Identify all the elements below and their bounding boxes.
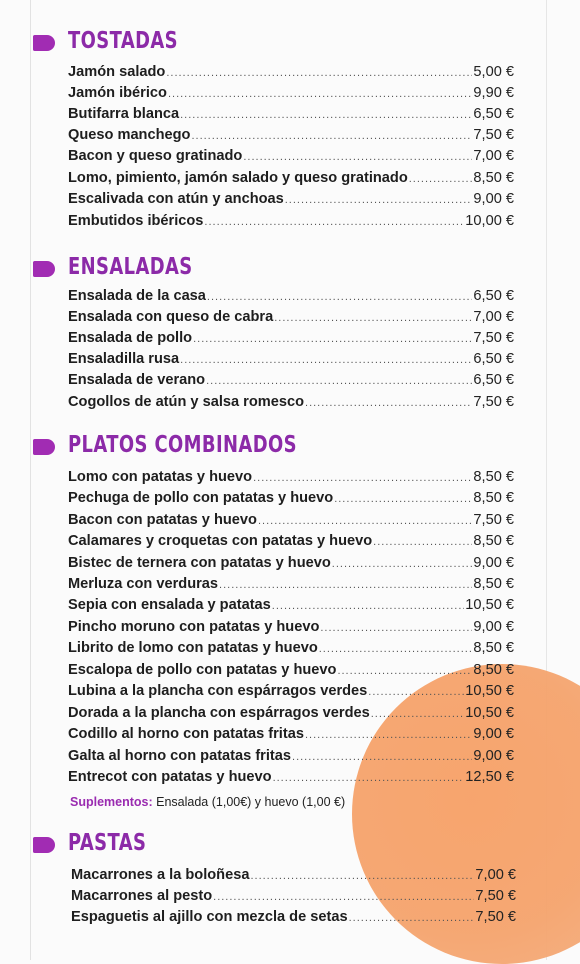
item-price: 10,00 € (465, 213, 514, 229)
section-header (0, 432, 580, 472)
menu-item (71, 867, 516, 888)
menu-item (71, 888, 516, 909)
dot-leader (166, 67, 472, 79)
item-name: Librito de lomo con patatas y huevo (68, 640, 318, 656)
dot-leader (193, 333, 472, 345)
dot-leader (168, 88, 472, 100)
item-price: 8,50 € (473, 490, 514, 506)
section-title: PLATOS COMBINADOS (68, 432, 297, 458)
dot-leader (273, 772, 465, 784)
menu-item (68, 394, 514, 415)
dot-leader (285, 194, 473, 206)
menu-item (68, 288, 514, 309)
item-name: Bacon con patatas y huevo (68, 512, 257, 528)
section-title: ENSALADAS (68, 254, 193, 280)
menu-item (68, 106, 514, 127)
item-price: 8,50 € (473, 640, 514, 656)
menu-item (68, 512, 514, 533)
item-price: 7,00 € (473, 309, 514, 325)
section-pastas (0, 830, 580, 870)
dot-leader (250, 870, 474, 882)
item-price: 7,50 € (473, 512, 514, 528)
item-name: Codillo al horno con patatas fritas (68, 726, 304, 742)
item-name: Lubina a la plancha con espárragos verdes (68, 683, 368, 699)
dot-leader (253, 472, 472, 484)
menu-item (68, 640, 514, 661)
item-name: Sepia con ensalada y patatas (68, 597, 271, 613)
menu-item (68, 683, 514, 704)
item-name: Dorada a la plancha con espárragos verdes (68, 705, 370, 721)
item-name: Embutidos ibéricos (68, 213, 204, 229)
item-price: 10,50 € (465, 683, 514, 699)
menu-item (68, 769, 514, 790)
dot-leader (334, 493, 472, 505)
dot-leader (337, 665, 472, 677)
item-price: 9,00 € (473, 726, 514, 742)
dot-leader (409, 173, 473, 185)
dot-leader (305, 729, 472, 741)
dot-leader (305, 397, 472, 409)
item-price: 8,50 € (473, 576, 514, 592)
section-platos-combinados (0, 432, 580, 472)
menu-item (68, 555, 514, 576)
item-name: Calamares y croquetas con patatas y huevo (68, 533, 373, 549)
item-price: 9,00 € (473, 555, 514, 571)
item-price: 7,50 € (473, 127, 514, 143)
item-name: Lomo con patatas y huevo (68, 469, 253, 485)
item-name: Ensalada de la casa (68, 288, 206, 304)
item-name: Ensalada de verano (68, 372, 206, 388)
menu-item (68, 351, 514, 372)
page-fold-line (30, 0, 31, 960)
section-title: TOSTADAS (68, 28, 178, 54)
supplements-text: Ensalada (1,00€) y huevo (1,00 €) (152, 795, 346, 809)
menu-item (68, 726, 514, 747)
item-name: Pechuga de pollo con patatas y huevo (68, 490, 334, 506)
item-price: 12,50 € (465, 769, 514, 785)
item-price: 6,50 € (473, 288, 514, 304)
dot-leader (272, 600, 465, 612)
item-name: Ensaladilla rusa (68, 351, 180, 367)
item-name: Pincho moruno con patatas y huevo (68, 619, 320, 635)
item-price: 7,50 € (475, 909, 516, 925)
menu-item (68, 490, 514, 511)
dot-leader (243, 151, 472, 163)
item-name: Lomo, pimiento, jamón salado y queso gratinado (68, 170, 408, 186)
item-price: 6,50 € (473, 106, 514, 122)
dot-leader (319, 643, 473, 655)
dot-leader (332, 558, 473, 570)
item-price: 10,50 € (465, 705, 514, 721)
item-name: Galta al horno con patatas fritas (68, 748, 292, 764)
menu-item (71, 909, 516, 930)
item-price: 9,00 € (473, 191, 514, 207)
menu-item (68, 469, 514, 490)
dot-leader (258, 515, 472, 527)
item-price: 7,50 € (473, 330, 514, 346)
dot-leader (274, 312, 472, 324)
item-name: Queso manchego (68, 127, 191, 143)
menu-item (68, 662, 514, 683)
item-name: Bistec de ternera con patatas y huevo (68, 555, 331, 571)
item-price: 9,00 € (473, 619, 514, 635)
menu-item (68, 576, 514, 597)
menu-item (68, 64, 514, 85)
item-name: Escalopa de pollo con patatas y huevo (68, 662, 337, 678)
menu-item (68, 309, 514, 330)
menu-item (68, 597, 514, 618)
menu-item (68, 705, 514, 726)
menu-item (68, 148, 514, 169)
item-price: 9,00 € (473, 748, 514, 764)
item-name: Jamón ibérico (68, 85, 167, 101)
menu-item (68, 619, 514, 640)
menu-item (68, 533, 514, 554)
item-name: Cogollos de atún y salsa romesco (68, 394, 305, 410)
menu-item (68, 330, 514, 351)
item-price: 8,50 € (473, 533, 514, 549)
supplements-note (70, 795, 345, 809)
dot-leader (180, 354, 472, 366)
section-header (0, 28, 580, 68)
item-price: 5,00 € (473, 64, 514, 80)
dot-leader (204, 216, 464, 228)
dot-leader (191, 130, 472, 142)
dot-leader (320, 622, 472, 634)
dot-leader (349, 912, 475, 924)
dot-leader (373, 536, 472, 548)
dot-leader (206, 375, 472, 387)
menu-item (68, 170, 514, 191)
item-price: 7,50 € (473, 394, 514, 410)
section-header (0, 830, 580, 870)
menu-item (68, 127, 514, 148)
dot-leader (371, 708, 465, 720)
menu-item (68, 85, 514, 106)
item-name: Espaguetis al ajillo con mezcla de setas (71, 909, 348, 925)
item-name: Merluza con verduras (68, 576, 219, 592)
section-title: PASTAS (68, 830, 147, 856)
item-name: Escalivada con atún y anchoas (68, 191, 284, 207)
menu-item (68, 213, 514, 234)
dot-leader (292, 751, 472, 763)
dot-leader (219, 579, 472, 591)
item-name: Macarrones a la boloñesa (71, 867, 250, 883)
item-name: Bacon y queso gratinado (68, 148, 243, 164)
dot-leader (180, 109, 472, 121)
item-name: Ensalada de pollo (68, 330, 193, 346)
item-name: Butifarra blanca (68, 106, 180, 122)
menu-item (68, 372, 514, 393)
item-price: 7,50 € (475, 888, 516, 904)
item-price: 7,00 € (473, 148, 514, 164)
section-tostadas (0, 28, 580, 68)
dot-leader (213, 891, 474, 903)
item-price: 9,90 € (473, 85, 514, 101)
supplements-label: Suplementos: (70, 795, 153, 809)
item-price: 7,00 € (475, 867, 516, 883)
item-name: Entrecot con patatas y huevo (68, 769, 272, 785)
item-name: Macarrones al pesto (71, 888, 213, 904)
dot-leader (368, 686, 464, 698)
menu-item (68, 748, 514, 769)
item-price: 6,50 € (473, 351, 514, 367)
item-name: Jamón salado (68, 64, 166, 80)
item-name: Ensalada con queso de cabra (68, 309, 274, 325)
item-price: 6,50 € (473, 372, 514, 388)
section-bullet-icon (33, 35, 55, 51)
dot-leader (207, 291, 473, 303)
item-price: 8,50 € (473, 662, 514, 678)
item-price: 10,50 € (465, 597, 514, 613)
item-price: 8,50 € (473, 469, 514, 485)
section-bullet-icon (33, 837, 55, 853)
menu-item (68, 191, 514, 212)
section-bullet-icon (33, 261, 55, 277)
section-bullet-icon (33, 439, 55, 455)
item-price: 8,50 € (473, 170, 514, 186)
